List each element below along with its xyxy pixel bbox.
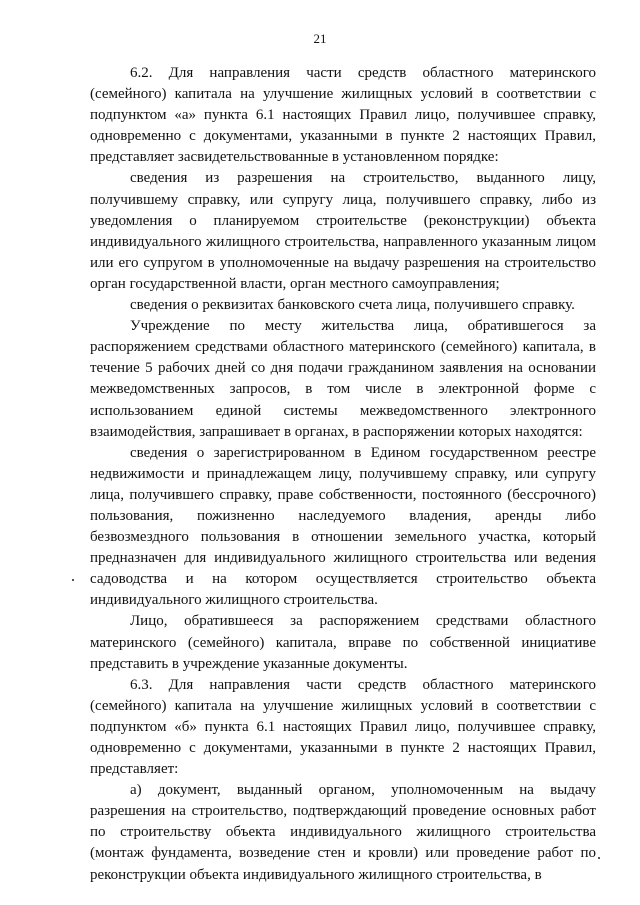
paragraph-item-a: а) документ, выданный органом, уполномоченным на выдачу разрешения на строительство, подтверждающий проведение основных работ по строительству объекта индивидуального жилищного строительства (монтаж фундамента, возведение стен и кровли) или проведение работ по реконструкции объекта индивидуального жилищного строительства, в: [90, 782, 596, 883]
paragraph-bank-account-info: сведения о реквизитах банковского счета лица, получившего справку.: [130, 297, 575, 314]
paragraph-building-permit-info: сведения из разрешения на строительство, выданного лицу, получившему справку, или супругу лица, получившего справку, либо из уведомления о планируемом строительстве (реконструкции) объекта индивидуального жилищного строительства, направленного указанным лицом или его супругом в уполномоченные на выдачу разрешения на строительство орган государственной власти, орган местного самоуправления;: [90, 170, 596, 292]
page-number: 21: [313, 31, 327, 46]
paragraph-6-3: 6.3. Для направления части средств областного материнского (семейного) капитала на улучшение жилищных условий в соответствии с подпунктом «б» пункта 6.1 настоящих Правил лицо, получившее справку, одновременно с документами, указанными в пункте 2 настоящих Правил, представляет:: [90, 676, 596, 778]
scan-speck: [598, 857, 600, 859]
paragraph-institution-requests: Учреждение по месту жительства лица, обратившегося за распоряжением средствами областного материнского (семейного) капитала, в течение 5 рабочих дней со дня подачи гражданином заявления на основании межведомственных запросов, в том числе в электронной форме с использованием единой системы межведомственного электронного взаимодействия, запрашивает в органах, в распоряжении которых находятся:: [90, 318, 596, 440]
scan-speck: [72, 579, 74, 581]
paragraph-own-initiative: Лицо, обратившееся за распоряжением средствами областного материнского (семейного) капитала, вправе по собственной инициативе представить в учреждение указанные документы.: [90, 613, 596, 672]
document-body: [90, 63, 596, 886]
paragraph-6-2: 6.2. Для направления части средств областного материнского (семейного) капитала на улучшение жилищных условий в соответствии с подпунктом «а» пункта 6.1 настоящих Правил лицо, получившее справку, одновременно с документами, указанными в пункте 2 настоящих Правил, представляет засвидетельствованные в установленном порядке:: [90, 65, 596, 166]
paragraph-land-registry-info: сведения о зарегистрированном в Едином государственном реестре недвижимости и принадлежащем лицу, получившему справку, или супругу лица, получившего справку, праве собственности, постоянного (бессрочного) пользования, пожизненно наследуемого владения, аренды либо безвозмездного пользования в отношении земельного участка, который предназначен для индивидуального жилищного строительства или ведения садоводства и на котором осуществляется строительство объекта индивидуального жилищного строительства.: [90, 444, 596, 609]
